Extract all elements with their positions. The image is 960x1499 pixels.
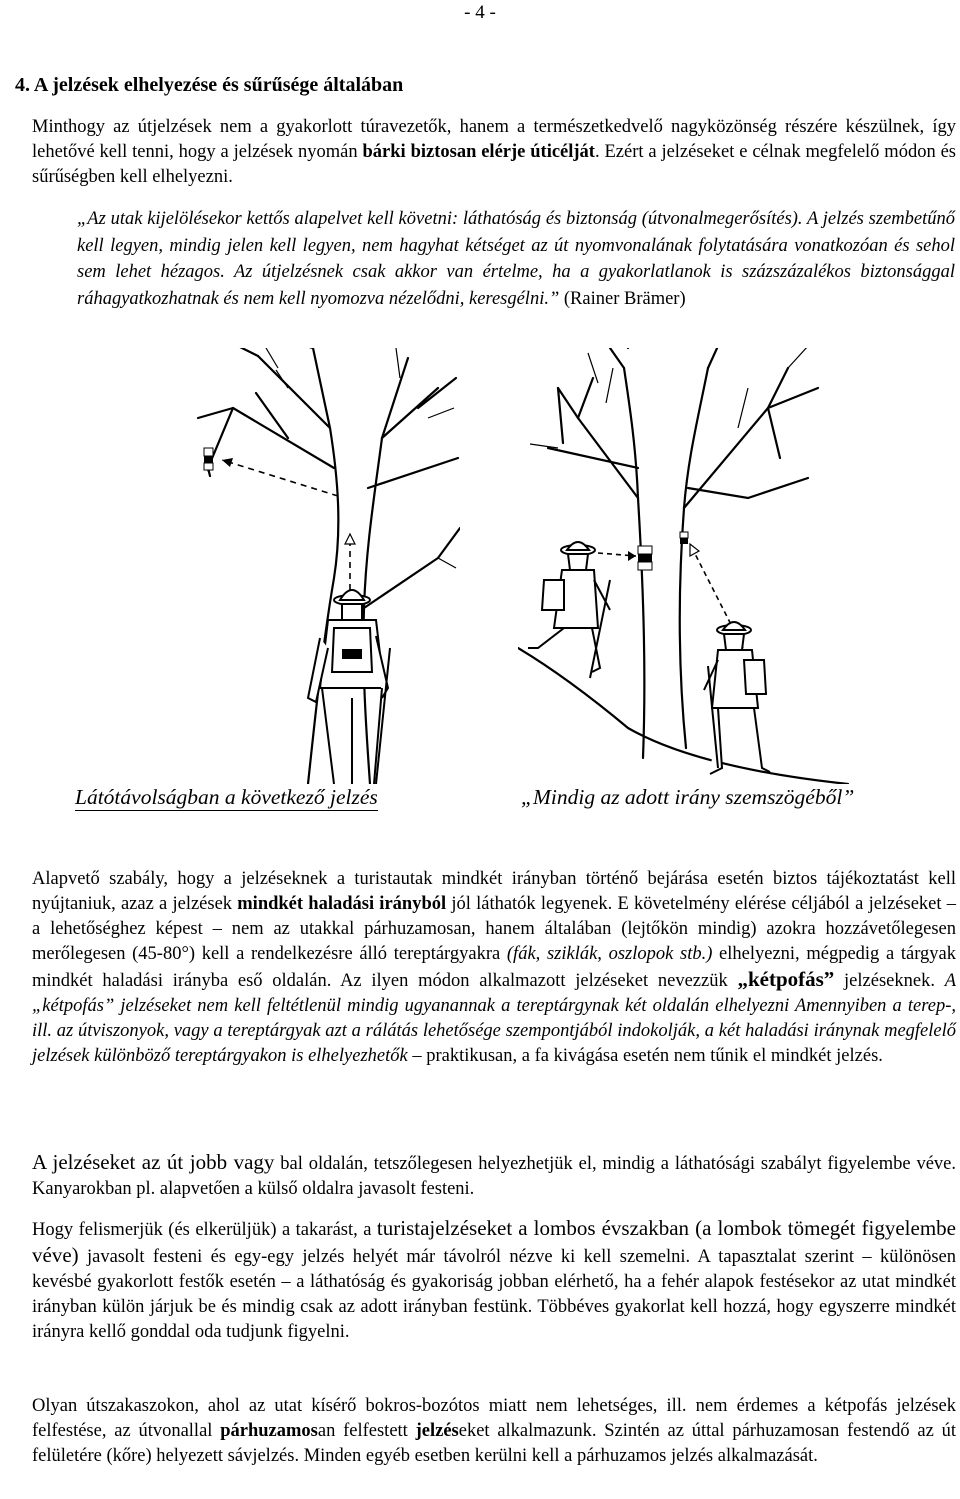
emphasis-italic: (fák, sziklák, oszlopok stb.) <box>506 944 713 964</box>
quote-text: „Az utak kijelölésekor kettős alapelvet kell követni: láthatóság és biztonság (útvonalmegerősítés). A jelzés szembetűnő kell legyen, mindig jelen kell legyen, nem hagyhat kétséget az út nyomvonalának folytatására vonatkozóan és sehol sem lehet hézagos. Az útjelzésnek csak akkor van értelme, ha a gyakorlatlanok is százszázalékos biztonsággal ráhagyatkozhatnak és nem kell nyomozva nézelődni, keresgélni.” <box>77 209 955 309</box>
emphasis-bold: „kétpofás” <box>737 967 835 991</box>
paragraph-side-of-road: A jelzéseket az út jobb vagy bal oldalán, tetszőlegesen helyezhetjük el, mindig a láthatósági szabályt figyelembe véve. Kanyarokban pl. alapvetően a külső oldalra javasolt festeni. <box>32 1150 956 1199</box>
emphasis-italic: A „kétpofás” jelzéseket nem kell feltétlenül mindig ugyanannak a tereptárgynak két oldalán elhelyezni Amennyiben a terep-, ill. az útviszonyok, vagy a tereptárgyak azt a rálátás lehetősége szempontjából indokolják, a két haladási iránynak megfelelő jelzések különböző tereptárgyakon is elhelyezhetők <box>32 971 956 1066</box>
paragraph-two-sided-marks: Alapvető szabály, hogy a jelzéseknek a turistautak mindkét irányban történő bejárása esetén biztos tájékoztatást kell nyújtaniuk, azaz a jelzések mindkét haladási irányból jól láthatók legyenek. E követelmény elérése céljából a jelzéseket – a lehetőséghez képest – nem az utakkal párhuzamosan, hanem általában (lejtőkön mindig) azokra hozzávetőlegesen merőlegesen (45-80°) kell a rendelkezésre álló tereptárgyakra (fák, sziklák, oszlopok stb.) elhelyezni, mégpedig a tárgyak mindkét haladási irányba eső oldalán. Az ilyen módon alkalmazott jelzéseket nevezzük „kétpofás” jelzéseknek. A „kétpofás” jelzéseket nem kell feltétlenül mindig ugyanannak a tereptárgynak két oldalán elhelyezni Amennyiben a terep-, ill. az útviszonyok, vagy a tereptárgyak azt a rálátás lehetősége szempontjából indokolják, a két haladási iránynak megfelelő jelzések különböző tereptárgyakon is elhelyezhetők – praktikusan, a fa kivágása esetén nem tűnik el mindkét jelzés. <box>32 869 956 1066</box>
paragraph-parallel-marks: Olyan útszakaszokon, ahol az utat kísérő bokros-bozótos miatt nem lehetséges, ill. nem érdemes a kétpofás jelzések felfestése, az útvonallal párhuzamosan felfestett jelzéseket alkalmazunk. Szintén az úttal párhuzamosan festendő az út felületére (kőre) helyezett sávjelzés. Minden egyéb esetben kerülni kell a párhuzamos jelzés alkalmazását. <box>32 1396 957 1466</box>
paragraph-painting-season: Hogy felismerjük (és elkerüljük) a takarást, a turistajelzéseket a lombos évszakban (a lombok tömegét figyelembe véve) javasolt festeni és egy-egy jelzés helyét már távolról nézve ki kell szemelni. A tapasztalat szerint – különösen kevésbé gyakorlott festők esetén – a láthatóság és gyakoriság jobban elérhető, ha a fehér alapok festésekor az utat mindkét irányban külön járjuk be és mindig csak az adott irányban festünk. Többéves gyakorlat kell hozzá, hogy egyszerre mindkét irányra kellő gonddal oda tudjunk figyelni. <box>32 1216 956 1342</box>
emphasis-bold: párhuzamos <box>220 1421 318 1441</box>
caption-right: „Mindig az adott irány szemszögéből” <box>521 785 855 809</box>
quote-author: (Rainer Brämer) <box>559 288 686 309</box>
quote-block <box>77 206 955 312</box>
illustration-tree-two-hikers <box>518 348 850 784</box>
section-heading: 4. A jelzések elhelyezése és sűrűsége általában <box>15 74 404 96</box>
caption-left: Látótávolságban a következő jelzés <box>75 785 378 809</box>
page-number: - 4 - <box>464 2 496 23</box>
illustration-tree-hiker-back <box>138 348 460 784</box>
emphasis-bold: bárki biztosan elérje úticélját <box>362 142 595 162</box>
intro-paragraph: Minthogy az útjelzések nem a gyakorlott túravezetők, hanem a természetkedvelő nagyközönség részére készülnek, így lehetővé kell tenni, hogy a jelzések nyomán bárki biztosan elérje úticélját. Ezért a jelzéseket e célnak megfelelő módon és sűrűségben kell elhelyezni. <box>32 117 956 187</box>
emphasis-bold: jelzés <box>415 1421 459 1441</box>
emphasis-bold: mindkét haladási irányból <box>237 894 447 914</box>
